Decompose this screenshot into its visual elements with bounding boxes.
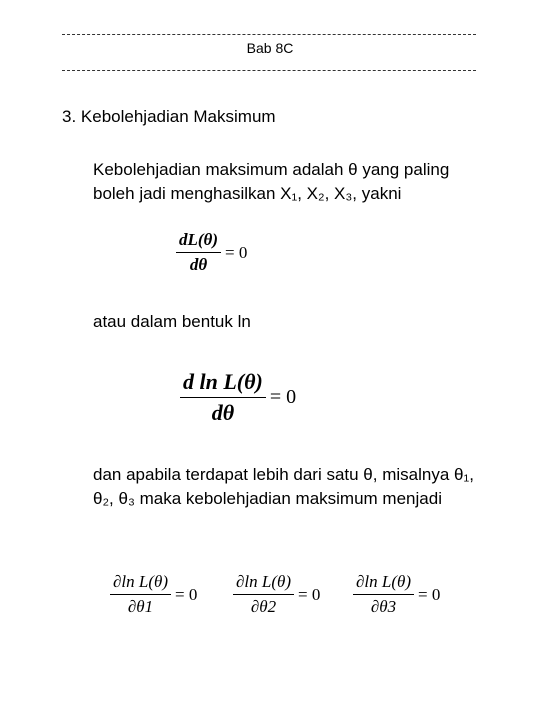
- equation-derivative: [176, 230, 247, 275]
- paragraph-multiple-theta: dan apabila terdapat lebih dari satu θ, misalnya θ₁, θ₂, θ₃ maka kebolehjadian maksimum menjadi: [93, 465, 474, 508]
- equation-denominator: ∂θ1: [127, 597, 154, 616]
- equation-denominator: dθ: [211, 400, 235, 425]
- equation-fraction: [110, 572, 171, 617]
- paragraph-definition: Kebolehjadian maksimum adalah θ yang paling boleh jadi menghasilkan X₁, X₂, X₃, yakni: [93, 160, 450, 203]
- equation-fraction: [233, 572, 294, 617]
- equation-numerator: ∂ln L(θ): [233, 572, 294, 595]
- equation-partial-theta2: [233, 572, 320, 617]
- equation-numerator: ∂ln L(θ): [110, 572, 171, 595]
- equation-rhs: = 0: [225, 242, 248, 262]
- equation-rhs: = 0: [418, 584, 441, 604]
- equation-numerator: ∂ln L(θ): [353, 572, 414, 595]
- equation-denominator: ∂θ3: [370, 597, 397, 616]
- equation-fraction: [176, 230, 221, 275]
- paragraph-ln-form: atau dalam bentuk ln: [93, 312, 251, 331]
- section-heading: 3. Kebolehjadian Maksimum: [62, 107, 276, 126]
- header-divider-top: [62, 34, 476, 35]
- equation-numerator: dL(θ): [176, 230, 221, 253]
- equation-partial-theta1: [110, 572, 197, 617]
- equation-rhs: = 0: [269, 386, 297, 408]
- equation-fraction: [180, 369, 266, 426]
- equation-log-derivative: [180, 369, 296, 426]
- equation-denominator: dθ: [189, 255, 208, 274]
- equation-fraction: [353, 572, 414, 617]
- page-header-title: Bab 8C: [246, 40, 294, 56]
- equation-numerator: d ln L(θ): [180, 369, 266, 398]
- equation-rhs: = 0: [175, 584, 198, 604]
- equation-partial-theta3: [353, 572, 440, 617]
- equation-denominator: ∂θ2: [250, 597, 277, 616]
- equation-rhs: = 0: [298, 584, 321, 604]
- header-divider-bottom: [62, 70, 476, 71]
